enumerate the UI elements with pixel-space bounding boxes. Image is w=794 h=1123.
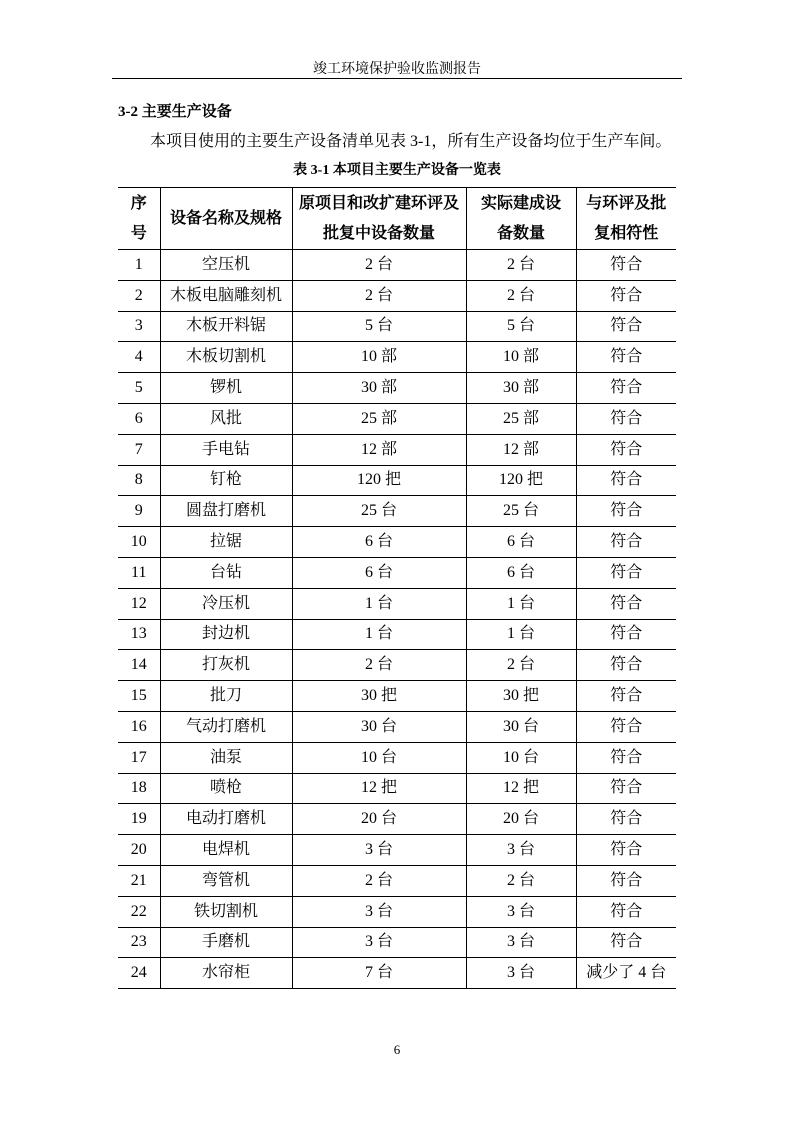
actual-quantity-cell: 3 台 bbox=[466, 927, 576, 958]
row-number-cell: 19 bbox=[118, 804, 160, 835]
approved-quantity-cell: 25 台 bbox=[292, 496, 466, 527]
table-row bbox=[118, 250, 676, 281]
equipment-name-cell: 手磨机 bbox=[160, 927, 292, 958]
actual-quantity-cell: 1 台 bbox=[466, 619, 576, 650]
approved-quantity-cell: 6 台 bbox=[292, 527, 466, 558]
row-number-cell: 16 bbox=[118, 711, 160, 742]
table-row bbox=[118, 804, 676, 835]
row-number-cell: 24 bbox=[118, 958, 160, 989]
approved-quantity-cell: 12 部 bbox=[292, 434, 466, 465]
equipment-name-cell: 空压机 bbox=[160, 250, 292, 281]
compliance-cell: 符合 bbox=[576, 865, 676, 896]
actual-quantity-cell: 30 把 bbox=[466, 681, 576, 712]
actual-quantity-cell: 12 部 bbox=[466, 434, 576, 465]
table-row bbox=[118, 342, 676, 373]
actual-quantity-cell: 3 台 bbox=[466, 835, 576, 866]
compliance-cell: 符合 bbox=[576, 835, 676, 866]
equipment-name-cell: 气动打磨机 bbox=[160, 711, 292, 742]
approved-quantity-cell: 25 部 bbox=[292, 403, 466, 434]
equipment-name-cell: 手电钻 bbox=[160, 434, 292, 465]
actual-quantity-cell: 30 部 bbox=[466, 373, 576, 404]
approved-quantity-cell: 2 台 bbox=[292, 280, 466, 311]
approved-quantity-cell: 5 台 bbox=[292, 311, 466, 342]
equipment-name-cell: 木板切割机 bbox=[160, 342, 292, 373]
compliance-cell: 符合 bbox=[576, 588, 676, 619]
actual-quantity-cell: 5 台 bbox=[466, 311, 576, 342]
table-row bbox=[118, 896, 676, 927]
equipment-name-cell: 拉锯 bbox=[160, 527, 292, 558]
equipment-name-cell: 油泵 bbox=[160, 742, 292, 773]
table-header-row bbox=[118, 188, 676, 250]
table-row bbox=[118, 434, 676, 465]
table-header bbox=[118, 188, 676, 250]
approved-quantity-cell: 20 台 bbox=[292, 804, 466, 835]
approved-quantity-cell: 30 把 bbox=[292, 681, 466, 712]
page-number: 6 bbox=[393, 1042, 401, 1057]
table-caption: 表 3-1 本项目主要生产设备一览表 bbox=[293, 163, 501, 178]
row-number-cell: 21 bbox=[118, 865, 160, 896]
equipment-name-cell: 铁切割机 bbox=[160, 896, 292, 927]
compliance-cell: 符合 bbox=[576, 619, 676, 650]
table-row bbox=[118, 465, 676, 496]
equipment-name-cell: 风批 bbox=[160, 403, 292, 434]
approved-quantity-cell: 3 台 bbox=[292, 927, 466, 958]
actual-quantity-cell: 3 台 bbox=[466, 958, 576, 989]
approved-quantity-cell: 2 台 bbox=[292, 250, 466, 281]
row-number-cell: 7 bbox=[118, 434, 160, 465]
equipment-name-cell: 水帘柜 bbox=[160, 958, 292, 989]
row-number-cell: 4 bbox=[118, 342, 160, 373]
approved-quantity-cell: 120 把 bbox=[292, 465, 466, 496]
actual-quantity-cell: 120 把 bbox=[466, 465, 576, 496]
compliance-cell: 符合 bbox=[576, 773, 676, 804]
approved-quantity-cell: 2 台 bbox=[292, 650, 466, 681]
equipment-name-cell: 台钻 bbox=[160, 557, 292, 588]
equipment-table bbox=[118, 187, 676, 989]
header-approved-quantity bbox=[292, 188, 466, 250]
row-number-cell: 9 bbox=[118, 496, 160, 527]
compliance-cell: 减少了 4 台 bbox=[576, 958, 676, 989]
table-row bbox=[118, 958, 676, 989]
row-number-cell: 10 bbox=[118, 527, 160, 558]
compliance-cell: 符合 bbox=[576, 804, 676, 835]
row-number-cell: 13 bbox=[118, 619, 160, 650]
row-number-cell: 3 bbox=[118, 311, 160, 342]
equipment-name-cell: 钉枪 bbox=[160, 465, 292, 496]
equipment-name-cell: 圆盘打磨机 bbox=[160, 496, 292, 527]
table-row bbox=[118, 927, 676, 958]
actual-quantity-cell: 2 台 bbox=[466, 865, 576, 896]
header-line: 序 bbox=[130, 194, 147, 212]
actual-quantity-cell: 20 台 bbox=[466, 804, 576, 835]
table-row bbox=[118, 650, 676, 681]
actual-quantity-cell: 10 台 bbox=[466, 742, 576, 773]
actual-quantity-cell: 2 台 bbox=[466, 250, 576, 281]
row-number-cell: 2 bbox=[118, 280, 160, 311]
equipment-name-cell: 打灰机 bbox=[160, 650, 292, 681]
compliance-cell: 符合 bbox=[576, 250, 676, 281]
approved-quantity-cell: 30 台 bbox=[292, 711, 466, 742]
approved-quantity-cell: 3 台 bbox=[292, 835, 466, 866]
row-number-cell: 1 bbox=[118, 250, 160, 281]
table-row bbox=[118, 711, 676, 742]
table-row bbox=[118, 588, 676, 619]
table-row bbox=[118, 403, 676, 434]
compliance-cell: 符合 bbox=[576, 373, 676, 404]
header-line: 号 bbox=[130, 224, 147, 242]
compliance-cell: 符合 bbox=[576, 280, 676, 311]
compliance-cell: 符合 bbox=[576, 311, 676, 342]
equipment-name-cell: 冷压机 bbox=[160, 588, 292, 619]
table-row bbox=[118, 865, 676, 896]
row-number-cell: 11 bbox=[118, 557, 160, 588]
table-row bbox=[118, 496, 676, 527]
approved-quantity-cell: 10 台 bbox=[292, 742, 466, 773]
table-row bbox=[118, 527, 676, 558]
compliance-cell: 符合 bbox=[576, 896, 676, 927]
compliance-cell: 符合 bbox=[576, 527, 676, 558]
approved-quantity-cell: 1 台 bbox=[292, 588, 466, 619]
table-row bbox=[118, 557, 676, 588]
equipment-name-cell: 木板电脑雕刻机 bbox=[160, 280, 292, 311]
compliance-cell: 符合 bbox=[576, 681, 676, 712]
section-paragraph: 本项目使用的主要生产设备清单见表 3-1，所有生产设备均位于生产车间。 bbox=[150, 133, 672, 150]
approved-quantity-cell: 6 台 bbox=[292, 557, 466, 588]
approved-quantity-cell: 3 台 bbox=[292, 896, 466, 927]
actual-quantity-cell: 3 台 bbox=[466, 896, 576, 927]
header-compliance bbox=[576, 188, 676, 250]
table-row bbox=[118, 373, 676, 404]
table-row bbox=[118, 773, 676, 804]
compliance-cell: 符合 bbox=[576, 742, 676, 773]
actual-quantity-cell: 2 台 bbox=[466, 650, 576, 681]
row-number-cell: 20 bbox=[118, 835, 160, 866]
report-header-title: 竣工环境保护验收监测报告 bbox=[313, 62, 481, 77]
header-equipment-name bbox=[160, 188, 292, 250]
equipment-name-cell: 喷枪 bbox=[160, 773, 292, 804]
header-line: 备数量 bbox=[496, 224, 545, 242]
table-row bbox=[118, 835, 676, 866]
approved-quantity-cell: 12 把 bbox=[292, 773, 466, 804]
approved-quantity-cell: 10 部 bbox=[292, 342, 466, 373]
header-line: 与环评及批 bbox=[586, 194, 667, 212]
header-serial-number bbox=[118, 188, 160, 250]
row-number-cell: 6 bbox=[118, 403, 160, 434]
approved-quantity-cell: 1 台 bbox=[292, 619, 466, 650]
equipment-name-cell: 弯管机 bbox=[160, 865, 292, 896]
row-number-cell: 17 bbox=[118, 742, 160, 773]
table-row bbox=[118, 742, 676, 773]
row-number-cell: 23 bbox=[118, 927, 160, 958]
actual-quantity-cell: 2 台 bbox=[466, 280, 576, 311]
equipment-name-cell: 电动打磨机 bbox=[160, 804, 292, 835]
table-row bbox=[118, 619, 676, 650]
row-number-cell: 18 bbox=[118, 773, 160, 804]
header-actual-quantity bbox=[466, 188, 576, 250]
equipment-name-cell: 批刀 bbox=[160, 681, 292, 712]
row-number-cell: 8 bbox=[118, 465, 160, 496]
table-row bbox=[118, 311, 676, 342]
equipment-name-cell: 封边机 bbox=[160, 619, 292, 650]
approved-quantity-cell: 7 台 bbox=[292, 958, 466, 989]
actual-quantity-cell: 6 台 bbox=[466, 557, 576, 588]
compliance-cell: 符合 bbox=[576, 711, 676, 742]
section-heading: 3-2 主要生产设备 bbox=[118, 104, 232, 120]
actual-quantity-cell: 10 部 bbox=[466, 342, 576, 373]
table-row bbox=[118, 681, 676, 712]
row-number-cell: 5 bbox=[118, 373, 160, 404]
equipment-name-cell: 锣机 bbox=[160, 373, 292, 404]
actual-quantity-cell: 12 把 bbox=[466, 773, 576, 804]
compliance-cell: 符合 bbox=[576, 465, 676, 496]
header-line: 批复中设备数量 bbox=[322, 224, 435, 242]
compliance-cell: 符合 bbox=[576, 927, 676, 958]
row-number-cell: 14 bbox=[118, 650, 160, 681]
approved-quantity-cell: 30 部 bbox=[292, 373, 466, 404]
header-line: 设备名称及规格 bbox=[169, 209, 282, 227]
actual-quantity-cell: 1 台 bbox=[466, 588, 576, 619]
compliance-cell: 符合 bbox=[576, 434, 676, 465]
compliance-cell: 符合 bbox=[576, 496, 676, 527]
header-divider bbox=[112, 78, 682, 79]
compliance-cell: 符合 bbox=[576, 342, 676, 373]
header-line: 复相符性 bbox=[594, 224, 659, 242]
compliance-cell: 符合 bbox=[576, 403, 676, 434]
equipment-name-cell: 木板开料锯 bbox=[160, 311, 292, 342]
compliance-cell: 符合 bbox=[576, 557, 676, 588]
actual-quantity-cell: 30 台 bbox=[466, 711, 576, 742]
row-number-cell: 15 bbox=[118, 681, 160, 712]
actual-quantity-cell: 25 台 bbox=[466, 496, 576, 527]
row-number-cell: 12 bbox=[118, 588, 160, 619]
row-number-cell: 22 bbox=[118, 896, 160, 927]
header-line: 实际建成设 bbox=[480, 194, 561, 212]
table-row bbox=[118, 280, 676, 311]
actual-quantity-cell: 6 台 bbox=[466, 527, 576, 558]
actual-quantity-cell: 25 部 bbox=[466, 403, 576, 434]
approved-quantity-cell: 2 台 bbox=[292, 865, 466, 896]
header-line: 原项目和改扩建环评及 bbox=[298, 194, 459, 212]
table-body bbox=[118, 250, 676, 989]
equipment-name-cell: 电焊机 bbox=[160, 835, 292, 866]
compliance-cell: 符合 bbox=[576, 650, 676, 681]
